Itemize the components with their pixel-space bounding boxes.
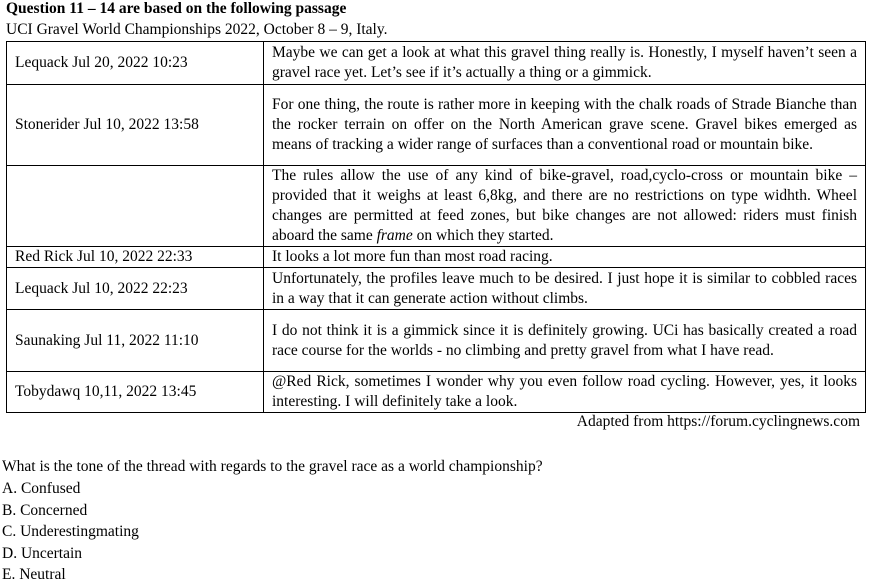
passage-subtitle: UCI Gravel World Championships 2022, October 8 – 9, Italy. [6,21,388,38]
post-author: Lequack Jul 10, 2022 22:23 [7,268,264,310]
table-row [7,85,866,166]
source-attribution: Adapted from https://forum.cyclingnews.com [576,413,860,430]
post-author: Saunaking Jul 11, 2022 11:10 [7,310,264,372]
post-author: Tobydawq 10,11, 2022 13:45 [7,372,264,413]
table-row [7,166,866,247]
answer-option-e: E. Neutral [2,566,66,583]
answer-options [2,478,139,586]
post-author: Red Rick Jul 10, 2022 22:33 [7,247,264,268]
answer-option-b: B. Concerned [2,501,88,519]
answer-option-c: C. Underestingmating [2,523,139,540]
post-text: For one thing, the route is rather more in keeping with the chalk roads of Strade Bianche than the rocker terrain on offer on the North American grave scene. Gravel bikes emerged as means of tracking a wider range of surfaces than a conventional road or mountain bike. [264,85,866,166]
table-row [7,247,866,268]
table-row [7,310,866,372]
post-text: @Red Rick, sometimes I wonder why you even follow road cycling. However, yes, it looks interesting. I will definitely take a look. [264,372,866,413]
question-heading: Question 11 – 14 are based on the following passage [6,0,347,17]
table-row [7,42,866,85]
table-row [7,268,866,310]
post-text [264,166,866,247]
post-author: Stonerider Jul 10, 2022 13:58 [7,85,264,166]
post-author: Lequack Jul 20, 2022 10:23 [7,42,264,85]
post-text-part: on which they started. [412,227,554,244]
post-text: I do not think it is a gimmick since it is definitely growing. UCi has basically created a road race course for the worlds - no climbing and pretty gravel from what I have read. [264,310,866,372]
answer-option-a: A. Confused [2,480,81,497]
post-text-part: The rules allow the use of any kind of bike-gravel, road,cyclo-cross or mountain bike – provided that it weighs at least 6,8kg, and there are no restrictions on type widhth. Wheel changes are permitted at feed zones, but bike changes are not allowed: riders must finish aboard the same [272,167,857,244]
post-author [7,166,264,247]
table-row [7,372,866,413]
question-text: What is the tone of the thread with regards to the gravel race as a world championship? [2,458,543,475]
answer-option-d: D. Uncertain [2,544,83,562]
post-text: Maybe we can get a look at what this gravel thing really is. Honestly, I myself haven’t seen a gravel race yet. Let’s see if it’s actually a thing or a gimmick. [264,42,866,85]
emphasized-word: frame [376,227,413,244]
post-text: Unfortunately, the profiles leave much to be desired. I just hope it is similar to cobbled races in a way that it can generate action without climbs. [264,268,866,310]
forum-thread-table [6,41,866,413]
post-text: It looks a lot more fun than most road racing. [264,247,866,268]
